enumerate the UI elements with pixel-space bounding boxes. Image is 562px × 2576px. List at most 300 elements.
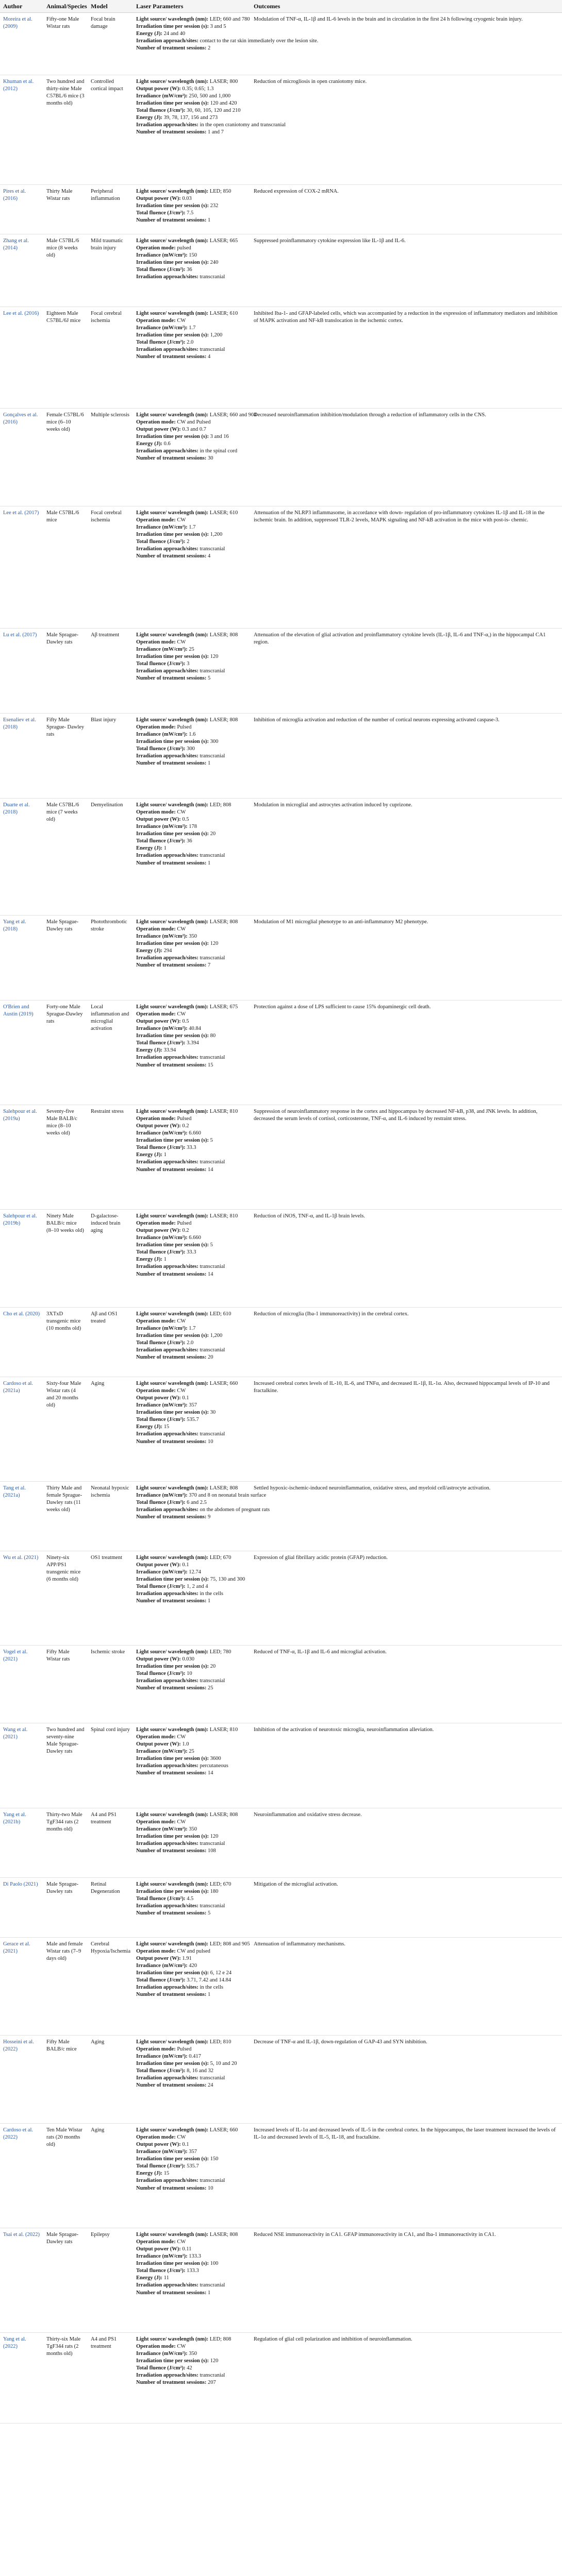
author-citation-link[interactable]: Cho et al. (2020) xyxy=(3,1311,40,1317)
parameter-name: Energy (J): xyxy=(136,845,163,852)
model-cell: D-galactose-induced brain aging xyxy=(91,1213,121,1234)
parameter-line xyxy=(136,202,247,210)
parameter-line xyxy=(136,809,247,816)
outcome-cell: Attenuation of the NLRP3 inflammasome, in accordance with down- regulation of pro-inflammatory cytokines IL-1β and IL-18 in the ischemic brain. In addition, suppressed TLR-2 levels, MAPK signaling and NF-kB activation in the mice with post-is- chemic. xyxy=(254,510,545,523)
parameter-line xyxy=(136,1144,247,1151)
author-citation-link[interactable]: Yang et al. (2018) xyxy=(3,919,26,933)
parameter-name: Operation mode: xyxy=(136,1734,176,1740)
parameter-value: CW xyxy=(175,517,186,523)
parameter-line xyxy=(136,2141,247,2148)
parameter-value: LED; 810 xyxy=(208,2039,232,2045)
parameter-value: on the abdomen of pregnant rats xyxy=(198,1507,270,1513)
parameter-name: Output power (W): xyxy=(136,1228,181,1234)
parameter-name: Irradiance (mW/cm²): xyxy=(136,524,188,531)
model-cell: Aβ and OS1 treated xyxy=(91,1311,118,1325)
parameter-name: Irradiation approach/sites: xyxy=(136,122,199,128)
parameter-line xyxy=(136,660,247,668)
parameter-name: Number of treatment sessions: xyxy=(136,1438,207,1445)
parameter-line xyxy=(136,1948,247,1955)
parameter-name: Output power (W): xyxy=(136,1656,181,1663)
animal-species-cell: Two hundred and thirty-nine Male C57BL/6 mice (3 months old) xyxy=(46,79,85,107)
parameter-line xyxy=(136,1770,247,1777)
author-citation-link[interactable]: Hosseini et al. (2022) xyxy=(3,2039,34,2053)
parameter-name: Output power (W): xyxy=(136,1741,181,1748)
parameter-value: 350 xyxy=(187,934,197,940)
parameter-line xyxy=(136,745,247,753)
table-row xyxy=(0,2228,562,2333)
parameter-value: contact to the rat skin immediately over the lesion site. xyxy=(198,38,319,44)
parameter-name: Light source/ wavelength (nm): xyxy=(136,16,209,22)
table-row xyxy=(0,1308,562,1377)
author-citation-link[interactable]: Moreira et al. (2009) xyxy=(3,16,32,30)
author-citation-link[interactable]: Lee et al. (2017) xyxy=(3,510,39,516)
author-citation-link[interactable]: Tang et al. (2021a) xyxy=(3,1485,26,1499)
author-citation-link[interactable]: Gerace et al. (2021) xyxy=(3,1941,30,1955)
author-citation-link[interactable]: Gonçalves et al. (2016) xyxy=(3,412,38,426)
parameter-value: 75, 130 and 300 xyxy=(208,1577,245,1583)
author-citation-link[interactable]: Pires et al. (2016) xyxy=(3,189,26,202)
model-cell: Focal cerebral ischemia xyxy=(91,311,122,324)
parameter-value: 36 xyxy=(185,267,192,273)
parameter-value: transcranial xyxy=(198,1159,225,1165)
parameter-line xyxy=(136,802,247,809)
parameter-name: Total fluence (J/cm²): xyxy=(136,1671,186,1677)
animal-species-cell: 3XTxD transgenic mice (10 months old) xyxy=(46,1311,81,1332)
parameter-value: 1.7 xyxy=(187,1326,196,1332)
parameter-value: 24 xyxy=(206,2082,213,2089)
animal-species-cell: Eighteen Male C57BL/6J mice xyxy=(46,311,81,324)
parameter-value: LED; 670 xyxy=(208,1555,232,1561)
parameter-line xyxy=(136,2267,247,2275)
parameter-line xyxy=(136,1598,247,1605)
parameter-line xyxy=(136,675,247,682)
parameter-name: Operation mode: xyxy=(136,1388,176,1394)
parameter-name: Light source/ wavelength (nm): xyxy=(136,1213,209,1219)
parameter-name: Irradiation time per session (s): xyxy=(136,831,209,837)
author-citation-link[interactable]: Yang et al. (2022) xyxy=(3,2336,26,2350)
parameter-value: transcranial xyxy=(198,546,225,552)
parameter-line xyxy=(136,1311,247,1318)
parameter-name: Irradiation approach/sites: xyxy=(136,2178,199,2184)
laser-parameters-cell xyxy=(133,185,251,234)
parameter-line xyxy=(136,1895,247,1903)
parameter-line xyxy=(136,510,247,517)
outcome-cell: Inhibited Iba-1- and GFAP-labeled cells, which was accompanied by a reduction in the expression of inflammatory mediators and inhibition of MAPK activation and NF-kB translocation in the ischemic cortex. xyxy=(254,311,558,324)
parameter-line xyxy=(136,1656,247,1663)
parameter-value: pulsed xyxy=(175,245,191,251)
laser-parameters-cell xyxy=(133,1377,251,1481)
outcome-cell: Decrease of TNF-α and IL-1β, down-regulation of GAP-43 and SYN inhibition. xyxy=(254,2039,427,2045)
parameter-name: Irradiation approach/sites: xyxy=(136,2075,199,2081)
parameter-name: Irradiation approach/sites: xyxy=(136,1841,199,1847)
parameter-value: 33.3 xyxy=(185,1249,196,1256)
animal-species-cell: Thirty-six Male TgF344 rats (2 months old) xyxy=(46,2336,81,2357)
parameter-name: Irradiance (mW/cm²): xyxy=(136,1826,188,1833)
table-row xyxy=(0,2036,562,2124)
parameter-value: CW xyxy=(175,1734,186,1740)
parameter-line xyxy=(136,1423,247,1431)
parameter-name: Number of treatment sessions: xyxy=(136,45,207,52)
parameter-value: 11 xyxy=(162,2275,169,2281)
parameter-line xyxy=(136,448,247,455)
parameter-name: Light source/ wavelength (nm): xyxy=(136,1485,209,1491)
parameter-line xyxy=(136,1402,247,1409)
parameter-line xyxy=(136,1840,247,1848)
parameter-line xyxy=(136,852,247,859)
parameter-name: Light source/ wavelength (nm): xyxy=(136,1941,209,1947)
model-cell: Blast injury xyxy=(91,717,117,723)
parameter-value: 4.5 xyxy=(185,1896,194,1902)
parameter-line xyxy=(136,1977,247,1984)
parameter-value: 240 xyxy=(208,260,219,266)
parameter-value: 39, 78, 137, 156 and 273 xyxy=(162,115,218,121)
parameter-line xyxy=(136,1554,247,1562)
parameter-value: LED; 808 xyxy=(208,802,232,808)
laser-parameters-cell xyxy=(133,1001,251,1105)
parameter-line xyxy=(136,2246,247,2253)
author-citation-link[interactable]: Esenaliev et al. (2018) xyxy=(3,717,36,731)
parameter-line xyxy=(136,1499,247,1506)
laser-parameters-cell xyxy=(133,799,251,915)
parameter-name: Operation mode: xyxy=(136,1318,176,1325)
parameter-value: LASER; 810 xyxy=(208,1109,238,1114)
author-citation-link[interactable]: Lee et al. (2016) xyxy=(3,311,39,316)
parameter-value: 10 xyxy=(206,1438,213,1445)
parameter-value: LASER; 808 xyxy=(208,1485,238,1491)
parameter-value: CW xyxy=(175,318,186,324)
parameter-value: 5 xyxy=(208,1242,213,1248)
table-row xyxy=(0,1482,562,1551)
parameter-value: LED; 808 and 905 xyxy=(208,1941,250,1947)
parameter-value: 1 xyxy=(206,860,211,866)
laser-parameters-cell xyxy=(133,1210,251,1307)
parameter-name: Output power (W): xyxy=(136,2142,181,2148)
parameter-line xyxy=(136,947,247,955)
parameter-value: 6.660 xyxy=(187,1130,201,1137)
parameter-line xyxy=(136,1032,247,1040)
parameter-name: Light source/ wavelength (nm): xyxy=(136,2039,209,2045)
parameter-value: 1.91 xyxy=(180,1956,192,1962)
parameter-name: Number of treatment sessions: xyxy=(136,1514,207,1520)
parameter-name: Irradiation time per session (s): xyxy=(136,1138,209,1144)
author-citation-link[interactable]: Vogel et al. (2021) xyxy=(3,1649,28,1663)
parameter-line xyxy=(136,517,247,524)
parameter-name: Energy (J): xyxy=(136,31,163,37)
parameter-line xyxy=(136,1387,247,1395)
model-cell: Local inflammation and microglial activation xyxy=(91,1004,129,1032)
parameter-line xyxy=(136,1062,247,1069)
author-citation-link[interactable]: Tsai et al. (2022) xyxy=(3,2232,40,2238)
author-citation-link[interactable]: Salehpour et al. (2019a) xyxy=(3,1109,37,1122)
parameter-line xyxy=(136,353,247,361)
table-row xyxy=(0,916,562,1001)
outcome-cell: Reduction of microgliosis in open craniotomy mice. xyxy=(254,79,367,84)
parameter-value: 1 xyxy=(206,760,211,767)
laser-parameters-cell xyxy=(133,1808,251,1877)
author-citation-link[interactable]: Di Paolo (2021) xyxy=(3,1882,38,1887)
laser-parameters-cell xyxy=(133,1723,251,1808)
author-citation-link[interactable]: Lu et al. (2017) xyxy=(3,632,37,638)
outcome-cell: Suppression of neuroinflammatory response in the cortex and hippocampus by decreased NF-kB, p38, and JNK levels. In addition, decreased the serum levels of cortisol, corticosterone, TNF-α, and IL-6 induced by restraint stress. xyxy=(254,1109,538,1122)
parameter-value: 0.5 xyxy=(180,817,189,823)
author-citation-link[interactable]: Yang et al. (2021b) xyxy=(3,1812,26,1825)
parameter-line xyxy=(136,100,247,107)
parameter-name: Irradiance (mW/cm²): xyxy=(136,1235,188,1241)
parameter-line xyxy=(136,433,247,440)
parameter-line xyxy=(136,1649,247,1656)
author-citation-link[interactable]: Cardoso et al. (2021a) xyxy=(3,1381,34,1394)
model-cell: Focal brain damage xyxy=(91,16,115,30)
parameter-line xyxy=(136,1054,247,1061)
outcome-cell: Reduced of TNF-α, IL-1β and IL-6 and microglial activation. xyxy=(254,1649,387,1655)
parameter-name: Operation mode: xyxy=(136,2134,176,2141)
parameter-value: 3.71, 7.42 and 14.84 xyxy=(185,1977,232,1984)
parameter-value: 535.7 xyxy=(185,1417,199,1423)
laser-parameters-cell xyxy=(133,409,257,506)
parameter-line xyxy=(136,1318,247,1325)
laser-parameters-cell xyxy=(133,916,251,1000)
table-row xyxy=(0,307,562,409)
parameter-value: Pulsed xyxy=(175,724,192,731)
author-citation-link[interactable]: Wu et al. (2021) xyxy=(3,1555,39,1561)
author-citation-link[interactable]: Salehpour et al. (2019b) xyxy=(3,1213,37,1227)
parameter-value: 15 xyxy=(206,1062,213,1068)
parameter-value: 25 xyxy=(187,647,194,653)
parameter-line xyxy=(136,419,247,426)
table-row xyxy=(0,1377,562,1482)
parameter-line xyxy=(136,1970,247,1977)
parameter-name: Irradiation time per session (s): xyxy=(136,1889,209,1895)
author-citation-link[interactable]: Khuman et al. (2012) xyxy=(3,79,34,92)
parameter-line xyxy=(136,1395,247,1402)
parameter-name: Irradiance (mW/cm²): xyxy=(136,1130,188,1137)
outcome-cell: Reduced expression of COX-2 mRNA. xyxy=(254,189,339,194)
parameter-name: Number of treatment sessions: xyxy=(136,1910,207,1917)
parameter-value: 8, 16 and 32 xyxy=(185,2068,214,2074)
parameter-value: in the open craniotomy and transcranial xyxy=(198,122,286,128)
parameter-name: Energy (J): xyxy=(136,2171,163,2177)
parameter-name: Number of treatment sessions: xyxy=(136,1992,207,1998)
parameter-line xyxy=(136,1755,247,1762)
parameter-line xyxy=(136,717,247,724)
parameter-name: Number of treatment sessions: xyxy=(136,2290,207,2296)
parameter-line xyxy=(136,2185,247,2192)
author-citation-link[interactable]: Duarte et al. (2018) xyxy=(3,802,30,816)
parameter-value: transcranial xyxy=(198,853,225,859)
parameter-value: 5 xyxy=(206,675,211,682)
outcome-cell: Attenuation of inflammatory mechanisms. xyxy=(254,1941,345,1947)
parameter-name: Irradiation approach/sites: xyxy=(136,1264,199,1270)
parameter-line xyxy=(136,426,247,433)
parameter-value: transcranial xyxy=(198,2372,225,2379)
parameter-line xyxy=(136,1941,250,1948)
parameter-line xyxy=(136,1151,247,1159)
parameter-line xyxy=(136,1748,247,1755)
parameter-value: LASER; 610 xyxy=(208,311,238,316)
parameter-name: Operation mode: xyxy=(136,1948,176,1955)
parameter-value: LASER; 610 xyxy=(208,510,238,516)
parameter-name: Light source/ wavelength (nm): xyxy=(136,1812,209,1818)
parameter-line xyxy=(136,2343,247,2350)
table-header xyxy=(0,0,562,13)
parameter-value: 232 xyxy=(208,203,219,209)
parameter-line xyxy=(136,23,247,30)
parameter-line xyxy=(136,1741,247,1748)
parameter-value: 3 and 5 xyxy=(208,24,226,30)
model-cell: Controlled cortical impact xyxy=(91,79,123,92)
parameter-name: Output power (W): xyxy=(136,1123,181,1129)
parameter-name: Operation mode: xyxy=(136,724,176,731)
parameter-value: transcranial xyxy=(198,955,225,961)
parameter-value: 10 xyxy=(206,2185,213,2191)
parameter-name: Irradiance (mW/cm²): xyxy=(136,1326,188,1332)
outcome-cell: Attenuation of the elevation of glial activation and proinflammatory cytokine levels (IL-1β, IL-6 and TNF-α,) in the hippocampal CA1 region. xyxy=(254,632,546,646)
parameter-name: Irradiation time per session (s): xyxy=(136,203,209,209)
parameter-line xyxy=(136,2177,247,2184)
parameter-name: Number of treatment sessions: xyxy=(136,354,207,360)
outcome-cell: Reduction of iNOS, TNF-α, and IL-1β brain levels. xyxy=(254,1213,365,1219)
parameter-name: Irradiation approach/sites: xyxy=(136,1055,199,1061)
parameter-line xyxy=(136,1485,247,1492)
parameter-name: Number of treatment sessions: xyxy=(136,2380,207,2386)
parameter-line xyxy=(136,632,247,639)
parameter-value: CW xyxy=(175,2344,186,2350)
parameter-line xyxy=(136,78,247,86)
parameter-name: Total fluence (J/cm²): xyxy=(136,2268,186,2274)
parameter-line xyxy=(136,816,247,823)
parameter-value: 178 xyxy=(187,824,197,830)
parameter-value: 294 xyxy=(162,948,172,954)
author-citation-link[interactable]: Zhang et al. (2014) xyxy=(3,238,29,251)
parameter-value: 6 and 2.5 xyxy=(185,1500,207,1506)
parameter-line xyxy=(136,1677,247,1685)
parameter-value: 1.0 xyxy=(180,1741,189,1748)
parameter-name: Total fluence (J/cm²): xyxy=(136,1584,186,1590)
parameter-value: 40.84 xyxy=(187,1026,201,1032)
table-row xyxy=(0,1878,562,1938)
parameter-name: Number of treatment sessions: xyxy=(136,1848,207,1854)
parameter-value: LASER; 808 xyxy=(208,919,238,925)
table-row xyxy=(0,234,562,307)
author-citation-link[interactable]: Cardoso et al. (2022) xyxy=(3,2127,34,2141)
parameter-line xyxy=(136,1018,247,1025)
outcome-cell: Modulation of TNF-α, IL-1β and IL-6 levels in the brain and in circulation in the first 24 h following cryogenic brain injury. xyxy=(254,16,523,22)
parameter-name: Light source/ wavelength (nm): xyxy=(136,311,209,316)
parameter-value: 3.394 xyxy=(185,1040,199,1046)
parameter-name: Irradiance (mW/cm²): xyxy=(136,732,188,738)
parameter-value: 15 xyxy=(162,1424,170,1430)
parameter-name: Light source/ wavelength (nm): xyxy=(136,1381,209,1386)
parameter-line xyxy=(136,2163,247,2170)
parameter-value: CW xyxy=(175,1819,186,1825)
parameter-name: Operation mode: xyxy=(136,245,176,251)
parameter-name: Operation mode: xyxy=(136,318,176,324)
laser-parameters-cell xyxy=(133,1482,270,1551)
model-cell: Photothrombotic stroke xyxy=(91,919,127,933)
parameter-line xyxy=(136,926,247,933)
parameter-name: Total fluence (J/cm²): xyxy=(136,1417,186,1423)
author-citation-link[interactable]: Wang et al. (2021) xyxy=(3,1727,28,1740)
parameter-value: 0.417 xyxy=(187,2054,201,2060)
parameter-name: Energy (J): xyxy=(136,1424,163,1430)
parameter-value: 1 xyxy=(162,1152,167,1158)
parameter-value: 108 xyxy=(206,1848,216,1854)
author-citation-link[interactable]: O'Brien and Austin (2019) xyxy=(3,1004,34,1018)
parameter-line xyxy=(136,2039,247,2046)
parameter-value: 12.74 xyxy=(187,1569,201,1575)
parameter-name: Operation mode: xyxy=(136,809,176,816)
parameter-line xyxy=(136,1583,247,1590)
parameter-line xyxy=(136,1347,247,1354)
header-laser-parameters: Laser Parameters xyxy=(136,2,184,10)
parameter-name: Light source/ wavelength (nm): xyxy=(136,1882,209,1887)
outcome-cell: Protection against a dose of LPS sufficient to cause 15% dopaminergic cell death. xyxy=(254,1004,431,1010)
parameter-name: Light source/ wavelength (nm): xyxy=(136,1311,209,1317)
parameter-name: Energy (J): xyxy=(136,2275,163,2281)
parameter-name: Irradiation time per session (s): xyxy=(136,2358,209,2364)
parameter-line xyxy=(136,1962,247,1970)
parameter-name: Total fluence (J/cm²): xyxy=(136,1896,186,1902)
parameter-value: 0.1 xyxy=(180,1395,189,1401)
parameter-value: CW xyxy=(175,2239,186,2245)
parameter-value: 20 xyxy=(208,831,216,837)
outcome-cell: Increased levels of IL-1α and decreased levels of IL-5 in the cerebral cortex. In the hippocampus, the laser treatment increased the levels of IL-1α and decreased levels of IL-5, IL-18, and fractalkine. xyxy=(254,2127,556,2141)
parameter-value: LASER; 800 xyxy=(208,79,238,84)
parameter-value: 3 xyxy=(185,661,190,667)
parameter-name: Irradiation time per session (s): xyxy=(136,100,209,107)
parameter-line xyxy=(136,1137,247,1144)
parameter-value: 150 xyxy=(208,2156,219,2162)
parameter-value: 120 xyxy=(208,1834,219,1840)
parameter-line xyxy=(136,2336,247,2343)
parameter-name: Light source/ wavelength (nm): xyxy=(136,2127,209,2133)
laser-parameters-cell xyxy=(133,1308,251,1377)
model-cell: Restraint stress xyxy=(91,1109,124,1114)
parameter-line xyxy=(136,317,247,325)
parameter-line xyxy=(136,1040,247,1047)
parameter-value: LASER; 665 xyxy=(208,238,238,244)
table-row xyxy=(0,185,562,234)
parameter-line xyxy=(136,838,247,845)
parameter-name: Irradiation time per session (s): xyxy=(136,1033,209,1039)
parameter-value: 357 xyxy=(187,1402,197,1409)
parameter-name: Light source/ wavelength (nm): xyxy=(136,238,209,244)
parameter-line xyxy=(136,1726,247,1734)
parameter-line xyxy=(136,1340,247,1347)
parameter-name: Irradiance (mW/cm²): xyxy=(136,2253,188,2260)
parameter-line xyxy=(136,332,247,339)
parameter-value: Pulsed xyxy=(175,1221,192,1227)
outcome-cell: Settled hypoxic-ischemic-induced neuroinflammation, oxidative stress, and myeloid cell/astrocyte activation. xyxy=(254,1485,491,1491)
table-row xyxy=(0,1646,562,1723)
parameter-name: Operation mode: xyxy=(136,1819,176,1825)
parameter-value: LASER; 660 and 904 xyxy=(208,412,257,418)
parameter-line xyxy=(136,831,247,838)
parameter-name: Total fluence (J/cm²): xyxy=(136,838,186,844)
parameter-value: LASER; 808 xyxy=(208,1812,238,1818)
parameter-value: 0.1 xyxy=(180,1562,189,1568)
parameter-name: Irradiation time per session (s): xyxy=(136,1333,209,1339)
parameter-line xyxy=(136,16,250,23)
parameter-line xyxy=(136,238,247,245)
parameter-name: Number of treatment sessions: xyxy=(136,1271,207,1277)
parameter-value: transcranial xyxy=(198,1678,225,1684)
parameter-line xyxy=(136,1416,247,1423)
parameter-line xyxy=(136,1562,247,1569)
laser-parameters-cell xyxy=(133,1878,251,1937)
parameter-value: 133.3 xyxy=(185,2268,199,2274)
parameter-line xyxy=(136,1438,247,1446)
